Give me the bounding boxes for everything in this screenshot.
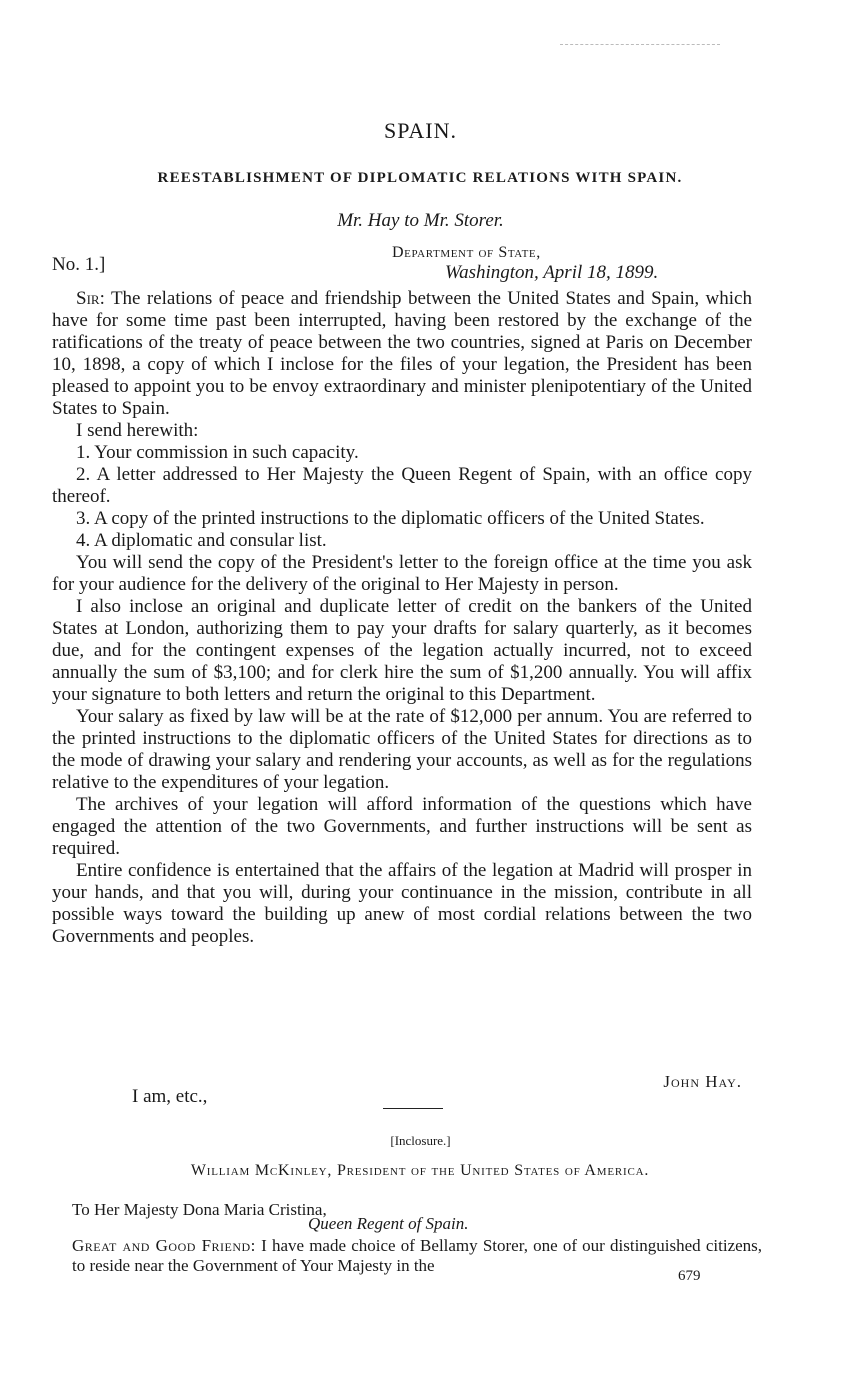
paragraph: You will send the copy of the President's letter to the foreign office at the time you ask for your audience for the delivery of the original to Her Majesty in person.	[52, 552, 752, 595]
document-number: No. 1.]	[52, 254, 106, 275]
greeting-text: I have made choice of Bellamy Storer, one of our distinguished citizens, to reside near the Government of Your Majesty in the	[72, 1236, 763, 1275]
correspondence-subheading: Mr. Hay to Mr. Storer.	[337, 210, 504, 231]
paragraph: Entire confidence is entertained that the affairs of the legation at Madrid will prosper in your hands, and that you will, during your continuance in the mission, contribute in all possible ways toward the building up anew of most cordial relations between the two Governments and peoples.	[52, 860, 752, 947]
signature: John Hay.	[663, 1072, 742, 1091]
paragraph: I also inclose an original and duplicate letter of credit on the bankers of the United States at London, authorizing them to pay your drafts for salary quarterly, as it becomes due, and for the contingent expenses of the legation actually incurred, not to exceed annually the sum of $3,100; and for clerk hire the sum of $1,200 annually. You will affix your signature to both letters and return the original to this Department.	[52, 596, 752, 705]
address-line-1: To Her Majesty Dona Maria Cristina,	[72, 1200, 327, 1219]
inclosure-label: [Inclosure.]	[390, 1133, 451, 1148]
list-item: 4. A diplomatic and consular list.	[76, 530, 327, 551]
scan-artifact	[560, 44, 720, 45]
paragraph	[52, 288, 752, 420]
paragraph: The archives of your legation will afford information of the questions which have engaged the attention of the two Governments, and further instructions will be sent as required.	[52, 794, 752, 859]
salutation: Sir:	[76, 288, 105, 309]
paragraph: I send herewith:	[76, 420, 199, 441]
inclosure-title: William McKinley, President of the United States of America.	[190, 1162, 650, 1179]
list-item: 2. A letter addressed to Her Majesty the Queen Regent of Spain, with an office copy thereof.	[52, 464, 752, 507]
list-item: 3. A copy of the printed instructions to the diplomatic officers of the United States.	[76, 508, 705, 529]
inclosure-greeting	[72, 1236, 762, 1276]
letter-body	[52, 288, 752, 948]
country-title: SPAIN.	[383, 118, 458, 143]
greeting-salutation: Great and Good Friend:	[72, 1236, 256, 1255]
closing-phrase: I am, etc.,	[132, 1086, 208, 1107]
page-number: 679	[678, 1268, 701, 1284]
list-item: 1. Your commission in such capacity.	[76, 442, 359, 463]
section-heading: REESTABLISHMENT OF DIPLOMATIC RELATIONS WITH SPAIN.	[157, 170, 683, 186]
paragraph-text: The relations of peace and friendship between the United States and Spain, which have for some time past been interrupted, having been restored by the exchange of the ratifications of the treaty of peace between the two countries, signed at Paris on December 10, 1898, a copy of which I inclose for the files of your legation, the President has been pleased to appoint you to be envoy extraordinary and minister plenipotentiary of the United States to Spain.	[52, 288, 752, 419]
department-name: Department of State,	[392, 244, 541, 261]
divider	[383, 1108, 443, 1109]
paragraph: Your salary as fixed by law will be at the rate of $12,000 per annum. You are referred to the printed instructions to the diplomatic officers of the United States for directions as to the mode of drawing your salary and rendering your accounts, as well as for the regulations relative to the expenditures of your legation.	[52, 706, 752, 793]
closing-block	[52, 1072, 742, 1120]
address-line-2: Queen Regent of Spain.	[308, 1214, 469, 1233]
place-date: Washington, April 18, 1899.	[445, 262, 659, 283]
